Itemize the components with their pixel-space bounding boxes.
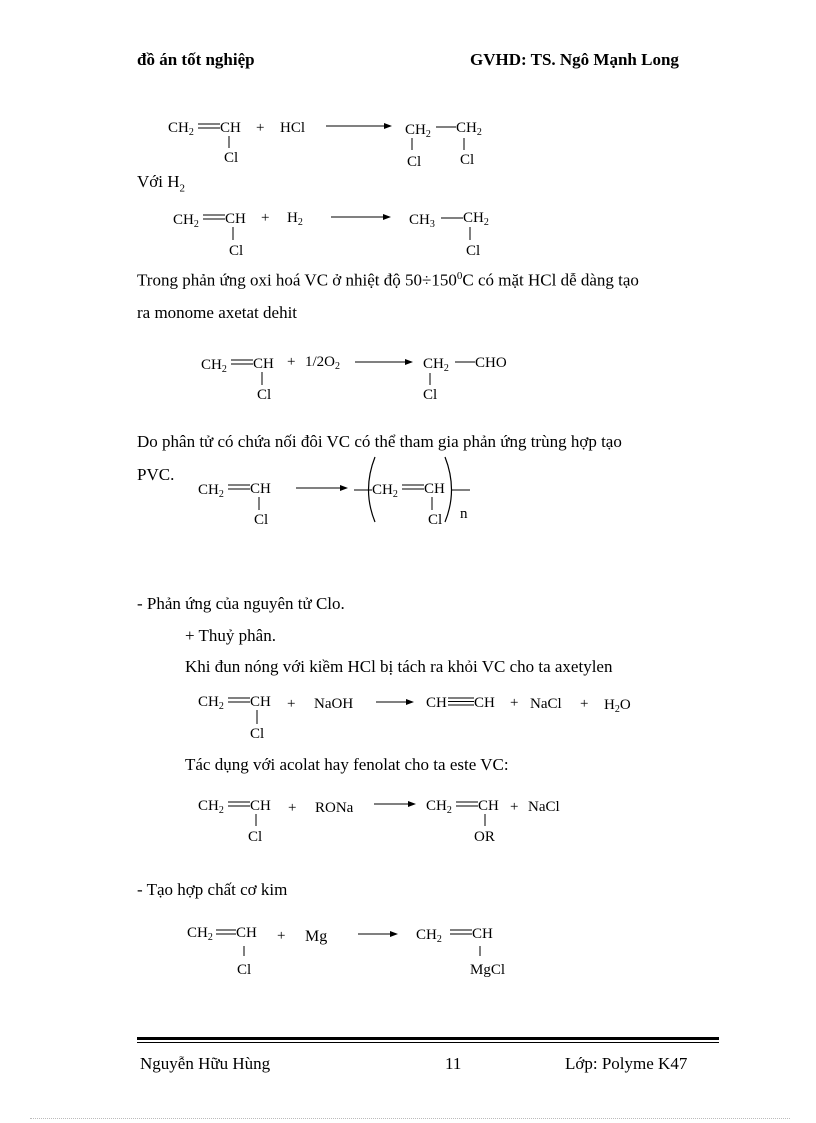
svg-text:+: +	[510, 799, 519, 815]
svg-text:Cl: Cl	[407, 154, 422, 170]
svg-text:CH2: $CH_2$	[405, 122, 431, 140]
svg-text:CH2: $CH_2$	[416, 927, 442, 945]
svg-text:OR: OR	[474, 829, 495, 845]
svg-text:NaOH: NaOH	[314, 696, 354, 712]
svg-text:NaCl: NaCl	[528, 799, 560, 815]
svg-text:Cl: Cl	[428, 512, 443, 526]
svg-text:+: +	[287, 696, 296, 712]
arrow-icon	[406, 699, 414, 705]
equation-pvc	[190, 454, 490, 526]
svg-text:+: +	[261, 210, 270, 226]
svg-text:CH: CH	[426, 695, 447, 711]
arrow-icon	[384, 123, 392, 129]
svg-text:CH2: $CH_2$	[463, 210, 489, 228]
footer-rule-thick	[137, 1037, 719, 1040]
text-hydrolysis: + Thuỷ phân.	[185, 626, 276, 645]
arrow-icon	[340, 485, 348, 491]
svg-text:CH: CH	[424, 481, 445, 497]
arrow-icon	[383, 214, 391, 220]
equation-o2	[195, 345, 535, 407]
svg-text:CHO: CHO	[475, 355, 507, 371]
svg-text:HCl: HCl	[280, 120, 306, 136]
text-organometal: - Tạo hợp chất cơ kim	[137, 880, 288, 899]
svg-text:CH: CH	[250, 694, 271, 710]
svg-text:CH: CH	[236, 925, 257, 941]
svg-text:NaCl: NaCl	[530, 696, 562, 712]
svg-text:CH2: $CH_2$	[198, 482, 224, 500]
svg-text:+: +	[288, 800, 297, 816]
equation-rona	[190, 790, 590, 850]
svg-text:Cl: Cl	[224, 150, 239, 166]
text-heating: Khi đun nóng với kiềm HCl bị tách ra khỏi VC cho ta axetylen	[185, 657, 613, 676]
svg-text:+: +	[580, 696, 589, 712]
svg-text:CH2: $CH_2$	[173, 212, 199, 230]
footer-class: Lớp: Polyme K47	[565, 1054, 688, 1073]
svg-text:CH: CH	[472, 926, 493, 942]
equation-mg	[180, 916, 540, 980]
svg-text:n: n	[460, 506, 468, 522]
svg-text:H2O: $H_2O$	[604, 697, 631, 715]
svg-text:+: +	[256, 120, 265, 136]
svg-text:CH: CH	[253, 356, 274, 372]
svg-text:1/2O2: $1/2O_2$	[305, 354, 340, 372]
footer-rule-thin	[137, 1042, 719, 1043]
arrow-icon	[408, 801, 416, 807]
header-right: GVHD: TS. Ngô Mạnh Long	[470, 50, 679, 69]
svg-text:CH2: $CH_2$	[456, 120, 482, 138]
header-left: đồ án tốt nghiệp	[137, 50, 255, 69]
equation-naoh	[190, 686, 650, 746]
text-oxidation-line2: ra monome axetat dehit	[137, 303, 298, 322]
svg-text:CH: CH	[250, 798, 271, 814]
arrow-icon	[390, 931, 398, 937]
svg-text:CH2: $CH_2$	[187, 925, 213, 943]
svg-text:CH: CH	[225, 211, 246, 227]
svg-text:CH: CH	[250, 481, 271, 497]
svg-text:CH2: $CH_2$	[423, 356, 449, 374]
svg-text:CH2: $CH_2$	[198, 694, 224, 712]
svg-text:H2: $H_2$	[287, 210, 303, 228]
svg-text:CH: CH	[478, 798, 499, 814]
svg-text:+: +	[510, 695, 519, 711]
svg-text:RONa: RONa	[315, 800, 354, 816]
svg-text:Cl: Cl	[250, 726, 265, 742]
svg-text:Cl: Cl	[423, 387, 438, 403]
eq-reactant-ch: $CH_2$	[168, 120, 194, 138]
page-edge-dotted	[30, 1118, 790, 1119]
svg-text:CH2: $CH_2$	[201, 357, 227, 375]
svg-text:Cl: Cl	[229, 243, 244, 259]
svg-text:+: +	[287, 354, 296, 370]
text-oxidation: Trong phản ứng oxi hoá VC ở nhiệt độ $50\div 150^0C$ có mặt HCl dễ dàng tạo	[137, 270, 639, 290]
text-polymer: Do phân tử có chứa nối đôi VC có thể tham gia phản ứng trùng hợp tạo	[137, 432, 622, 451]
svg-text:Cl: Cl	[254, 512, 269, 526]
equation-h2	[165, 200, 525, 262]
svg-text:CH3: $CH_3$	[409, 212, 435, 230]
text-chlorine-heading: - Phản ứng của nguyên tử Clo.	[137, 594, 345, 613]
svg-text:+: +	[277, 928, 286, 944]
svg-text:Cl: Cl	[466, 243, 481, 259]
text-voi-h2: Với $H_2$	[137, 172, 186, 195]
bracket-right-icon	[445, 457, 452, 522]
svg-text:Mg: Mg	[305, 928, 328, 945]
svg-text:Cl: Cl	[257, 387, 272, 403]
text-acolat: Tác dụng với acolat hay fenolat cho ta este VC:	[185, 755, 509, 774]
text-pvc: PVC.	[137, 465, 175, 484]
page-number: 11	[445, 1054, 462, 1073]
svg-text:Cl: Cl	[460, 152, 475, 168]
svg-text:CH2: $CH_2$	[372, 482, 398, 500]
svg-text:CH2: $CH_2$	[426, 798, 452, 816]
footer-author: Nguyễn Hữu Hùng	[140, 1054, 271, 1073]
arrow-icon	[405, 359, 413, 365]
equation-hcl	[160, 110, 520, 172]
svg-text:CH2: $CH_2$	[198, 798, 224, 816]
svg-text:Cl: Cl	[237, 962, 252, 978]
svg-text:CH: CH	[220, 120, 241, 136]
svg-text:MgCl: MgCl	[470, 962, 506, 978]
svg-text:CH: CH	[474, 695, 495, 711]
svg-text:Cl: Cl	[248, 829, 263, 845]
